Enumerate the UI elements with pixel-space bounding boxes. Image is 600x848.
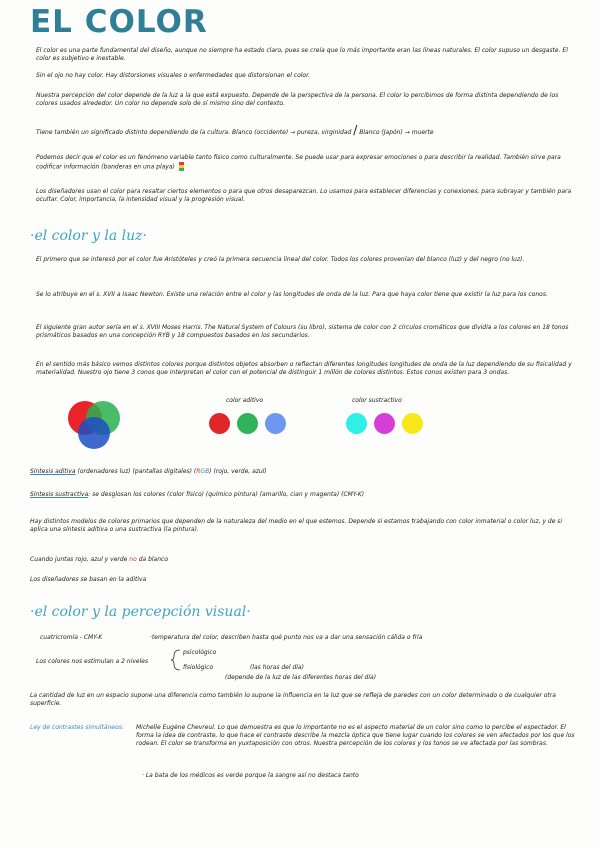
stimulation-levels: Los colores nos estimulan a 2 niveles [36, 658, 149, 665]
light-paragraph-5: Hay distintos modelos de colores primarios que dependen de la naturaleza del medio en el que estemos. Depende si estamos trabajando con color inmaterial o color luz, y de si aplica una síntesis aditiva o una sustractiva (la pintura). [30, 518, 563, 533]
rgb-b-letter: B [205, 468, 210, 475]
additive-blue-dot [265, 413, 286, 434]
psychological-level: psicológico [183, 649, 217, 656]
rgb-g-letter: G [200, 468, 206, 475]
physiological-note-1: (las horas del día) [250, 664, 304, 671]
light-paragraph-6-start: Cuando juntas rojo, azul y verde [30, 556, 128, 563]
intro-paragraph-2: Sin el ojo no hay color. Hay distorsiones visuales o enfermedades que distorsionan el color. [36, 72, 310, 79]
sintesis-aditiva-tail: (rojo, verde, azul) [213, 468, 267, 475]
light-paragraph-6-end: da blanco [138, 556, 169, 563]
light-paragraph-7: Los diseñadores se basan en la aditiva [30, 576, 147, 583]
contrast-law-bullet: · La bata de los médicos es verde porque la sangre así no destaca tanto [142, 772, 359, 779]
negation-word: no [129, 556, 137, 563]
intro-paragraph-3: Nuestra percepción del color depende de la luz a la que está expuesto. Depende de la perspectiva de la persona. El color lo percibimos de forma distinta dependiendo de los colores usados alrededor. Un color no depende solo de sí mismo sino del contexto. [36, 92, 559, 107]
sintesis-sustractiva-term: Síntesis sustractiva [30, 491, 89, 498]
cuatricromia-label: cuatricromía - CMY-K [40, 634, 103, 641]
sintesis-sustractiva-line [30, 491, 570, 499]
beach-flags-icon [179, 162, 184, 172]
sintesis-aditiva-text: (ordenadores luz) (pantallas digitales) [77, 468, 192, 475]
additive-red-dot [209, 413, 230, 434]
intro-paragraph-6: Los diseñadores usan el color para resaltar ciertos elementos o para que otros desaparezcan. Lo usamos para establecer diferencias y conexiones, para subrayar y también para ocultar. Color, importancia, la intensidad visual y la progresión visual. [36, 188, 572, 203]
page-title: EL COLOR [30, 4, 208, 40]
physiological-note-2: (depende de la luz de las diferentes horas del día) [225, 674, 377, 681]
light-paragraph-1: El primero que se interesó por el color fue Aristóteles y creó la primera secuencia lineal del color. Todos los colores provenían del blanco (luz) y del negro (no luz). [36, 256, 525, 263]
contrast-law-term: Ley de contrastes simultáneos: [30, 724, 124, 731]
light-paragraph-4: En el sentido más básico vemos distintos colores porque distintos objetos absorben o reflectan diferentes longitudes longitudes de onda de la luz dependiendo de su fisicalidad y materialidad. Nuestro ojo tiene 3 conos que interpretan el color con el potencial de distinguir 1 millón de colores distintos. Estos conos existen para 3 ondas. [36, 361, 572, 376]
intro-paragraph-5 [36, 154, 576, 172]
light-amount-paragraph: La cantidad de luz en un espacio supone una diferencia como también lo supone la influencia en la luz que se refleja de paredes con un color determinado o de cualquier otra superficie. [30, 692, 556, 707]
section-heading-light: ·el color y la luz· [30, 228, 147, 244]
arrow-right-icon: → [290, 129, 296, 136]
physiological-level: fisiológico [183, 664, 214, 671]
culture-japan: Blanco (Japón) [359, 129, 403, 136]
cuatricromia-description: ·temperatura del color, describen hasta qué punto nos va a dar una sensación cálida o fría [150, 634, 423, 641]
section-heading-perception: ·el color y la percepción visual· [30, 604, 251, 620]
intro-paragraph-5-text: Podemos decir que el color es un fenómeno variable tanto físico como culturalmente. Se puede usar para expresar emociones o para describir la realidad. También sirve para codificar información (banderas en una playa) [36, 154, 561, 171]
sintesis-sustractiva-text: : se desglosan los colores (color físico) (químico pintura) (amarillo, cian y magenta) (CMY-K) [88, 491, 365, 498]
subtractive-magenta-dot [374, 413, 395, 434]
additive-label: color aditivo [226, 397, 264, 404]
sintesis-aditiva-term: Síntesis aditiva [30, 468, 76, 475]
brace-icon [170, 648, 182, 672]
intro-paragraph-4 [36, 123, 576, 137]
additive-green-dot [237, 413, 258, 434]
culture-text: Tiene también un significado distinto dependiendo de la cultura. Blanco (occidente) [36, 129, 289, 136]
light-paragraph-6 [30, 556, 570, 564]
subtractive-label: color sustractivo [352, 397, 402, 404]
light-paragraph-3: El siguiente gran autor sería en el s. XVIII Moses Harris. The Natural System of Colours (su libro), sistema de color con 2 círculos cromáticos que dividía a los colores en 18 tonos prismáticos basados en una concepción RYB y 18 compuestos basados en los secundarios. [36, 324, 569, 339]
venn-blue-circle [78, 417, 110, 449]
culture-west-meaning: pureza, virginidad [297, 129, 352, 136]
light-paragraph-2: Se lo atribuye en el s. XVII a Isaac Newton. Existe una relación entre el color y las longitudes de onda de la luz. Para que haya color tiene que existir la luz para los conos. [36, 291, 548, 298]
sintesis-aditiva-line: Síntesis aditiva (ordenadores luz) (pantallas digitales) (RGB) (rojo, verde, azul) [30, 468, 267, 475]
culture-japan-meaning: muerte [411, 129, 434, 136]
subtractive-cyan-dot [346, 413, 367, 434]
contrast-law-text: Michelle Eugène Chevreul. Lo que demuestra es que lo importante no es el aspecto material de un color sino como lo percibe el espectador. El forma la idea de contraste, lo que hace el contraste describe la mezcla óptica que tiene lugar cuando los colores se ven afectados por los que los rodean. El color se transforma en yuxtaposición con otros. Nuestra percepción de los colores y los tonos se ve afectada por las sombras. [136, 724, 575, 747]
intro-paragraph-1: El color es una parte fundamental del diseño, aunque no siempre ha estado claro, pues se creía que lo más importante eran las líneas naturales. El color supuso un desgaste. El color es subjetivo e inestable. [36, 47, 568, 62]
slash-divider: / [353, 123, 358, 137]
rgb-r-letter: R [196, 468, 201, 475]
arrow-right-icon: → [404, 129, 410, 136]
rgb-venn-diagram [60, 396, 130, 454]
subtractive-yellow-dot [402, 413, 423, 434]
